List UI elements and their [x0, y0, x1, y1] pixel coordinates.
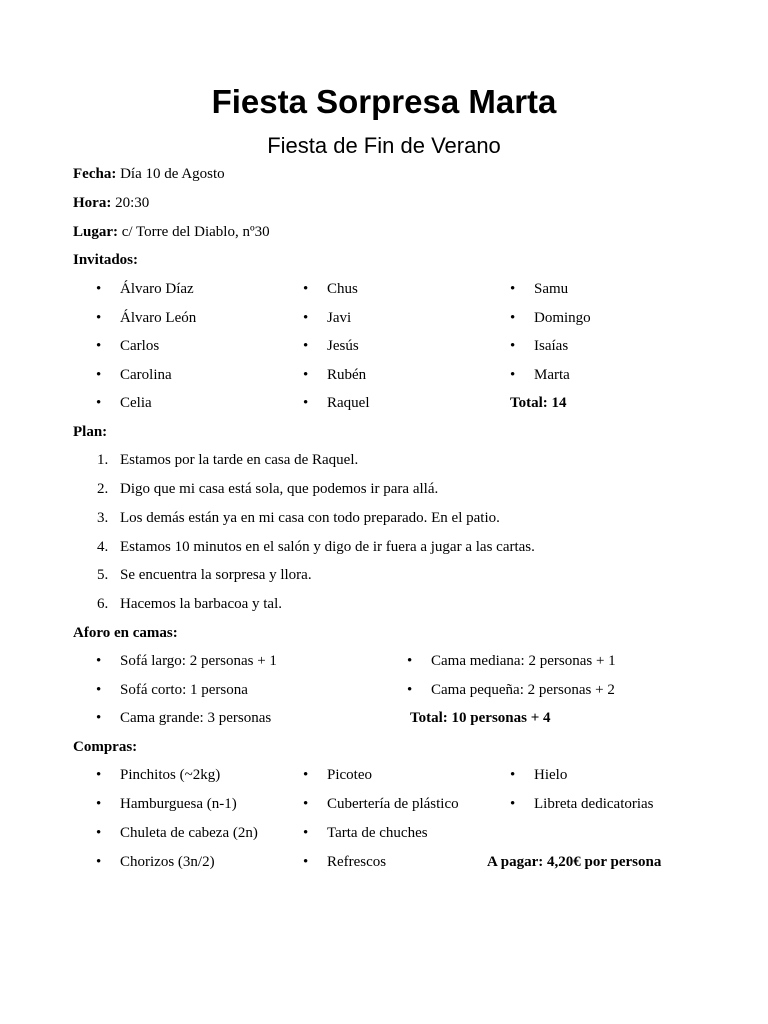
bullet-icon: •	[96, 682, 102, 698]
bed-item: Sofá corto: 1 persona	[120, 682, 248, 698]
compras-heading: Compras:	[73, 739, 138, 755]
bullet-icon: •	[303, 825, 309, 841]
document-title: Fiesta Sorpresa Marta	[211, 83, 557, 120]
bullet-icon: •	[303, 796, 309, 812]
fecha-line	[73, 164, 225, 184]
bullet-icon: •	[303, 767, 309, 783]
plan-step: Se encuentra la sorpresa y llora.	[120, 567, 312, 583]
lugar-line	[73, 222, 270, 242]
shopping-item: Hamburguesa (n-1)	[120, 796, 237, 812]
lugar-label: Lugar:	[73, 224, 118, 240]
cost-per-person: A pagar: 4,20€ por persona	[487, 854, 662, 870]
bed-item: Cama mediana: 2 personas + 1	[431, 653, 616, 669]
step-number: 4.	[97, 539, 109, 555]
bullet-icon: •	[96, 367, 102, 383]
bullet-icon: •	[303, 281, 309, 297]
step-number: 6.	[97, 596, 109, 612]
bullet-icon: •	[510, 281, 516, 297]
bullet-icon: •	[510, 338, 516, 354]
step-number: 2.	[97, 481, 109, 497]
bullet-icon: •	[96, 825, 102, 841]
guest-item: Marta	[534, 367, 570, 383]
bullet-icon: •	[510, 767, 516, 783]
hora-value: 20:30	[111, 195, 150, 211]
step-number: 1.	[97, 452, 109, 468]
shopping-item: Chuleta de cabeza (2n)	[120, 825, 258, 841]
guest-item: Chus	[327, 281, 358, 297]
guest-item: Isaías	[534, 338, 569, 354]
fecha-value: Día 10 de Agosto	[116, 166, 225, 182]
guest-item: Jesús	[327, 338, 359, 354]
shopping-item: Chorizos (3n/2)	[120, 854, 215, 870]
shopping-item: Tarta de chuches	[327, 825, 428, 841]
guest-item: Carlos	[120, 338, 160, 354]
bullet-icon: •	[96, 710, 102, 726]
shopping-item: Hielo	[534, 767, 568, 783]
shopping-item: Pinchitos (~2kg)	[120, 767, 221, 783]
shopping-item: Cubertería de plástico	[327, 796, 459, 812]
guest-item: Carolina	[120, 367, 172, 383]
bullet-icon: •	[303, 310, 309, 326]
plan-step: Estamos por la tarde en casa de Raquel.	[120, 452, 359, 468]
bullet-icon: •	[96, 281, 102, 297]
bed-item: Cama grande: 3 personas	[120, 710, 272, 726]
bullet-icon: •	[96, 395, 102, 411]
bullet-icon: •	[510, 796, 516, 812]
bed-total: Total: 10 personas + 4	[410, 710, 551, 726]
bullet-icon: •	[96, 653, 102, 669]
guest-item: Raquel	[327, 395, 370, 411]
bullet-icon: •	[407, 653, 413, 669]
aforo-heading: Aforo en camas:	[73, 625, 178, 641]
guest-item: Domingo	[534, 310, 591, 326]
bullet-icon: •	[96, 796, 102, 812]
guest-item: Samu	[534, 281, 569, 297]
bullet-icon: •	[303, 395, 309, 411]
guest-item: Álvaro León	[120, 310, 197, 326]
guest-total: Total: 14	[510, 395, 567, 411]
bullet-icon: •	[303, 338, 309, 354]
shopping-item: Refrescos	[327, 854, 387, 870]
bullet-icon: •	[303, 854, 309, 870]
lugar-value: c/ Torre del Diablo, nº30	[118, 224, 270, 240]
guest-item: Celia	[120, 395, 152, 411]
bullet-icon: •	[96, 854, 102, 870]
bed-item: Cama pequeña: 2 personas + 2	[431, 682, 615, 698]
shopping-item: Libreta dedicatorias	[534, 796, 654, 812]
step-number: 5.	[97, 567, 109, 583]
fecha-label: Fecha:	[73, 166, 117, 182]
hora-label: Hora:	[73, 195, 112, 211]
step-number: 3.	[97, 510, 109, 526]
guest-item: Rubén	[327, 367, 367, 383]
document-subtitle: Fiesta de Fin de Verano	[267, 133, 501, 158]
plan-step: Hacemos la barbacoa y tal.	[120, 596, 283, 612]
guest-item: Javi	[327, 310, 352, 326]
bed-item: Sofá largo: 2 personas + 1	[120, 653, 277, 669]
shopping-item: Picoteo	[327, 767, 372, 783]
bullet-icon: •	[510, 310, 516, 326]
plan-step: Los demás están ya en mi casa con todo preparado. En el patio.	[120, 510, 500, 526]
bullet-icon: •	[96, 767, 102, 783]
plan-step: Digo que mi casa está sola, que podemos ir para allá.	[120, 481, 439, 497]
bullet-icon: •	[407, 682, 413, 698]
plan-step: Estamos 10 minutos en el salón y digo de ir fuera a jugar a las cartas.	[120, 539, 535, 555]
plan-heading: Plan:	[73, 424, 108, 440]
bullet-icon: •	[303, 367, 309, 383]
guest-item: Álvaro Díaz	[120, 281, 194, 297]
hora-line	[73, 193, 149, 213]
bullet-icon: •	[96, 338, 102, 354]
invitados-heading: Invitados:	[73, 252, 139, 268]
bullet-icon: •	[96, 310, 102, 326]
bullet-icon: •	[510, 367, 516, 383]
